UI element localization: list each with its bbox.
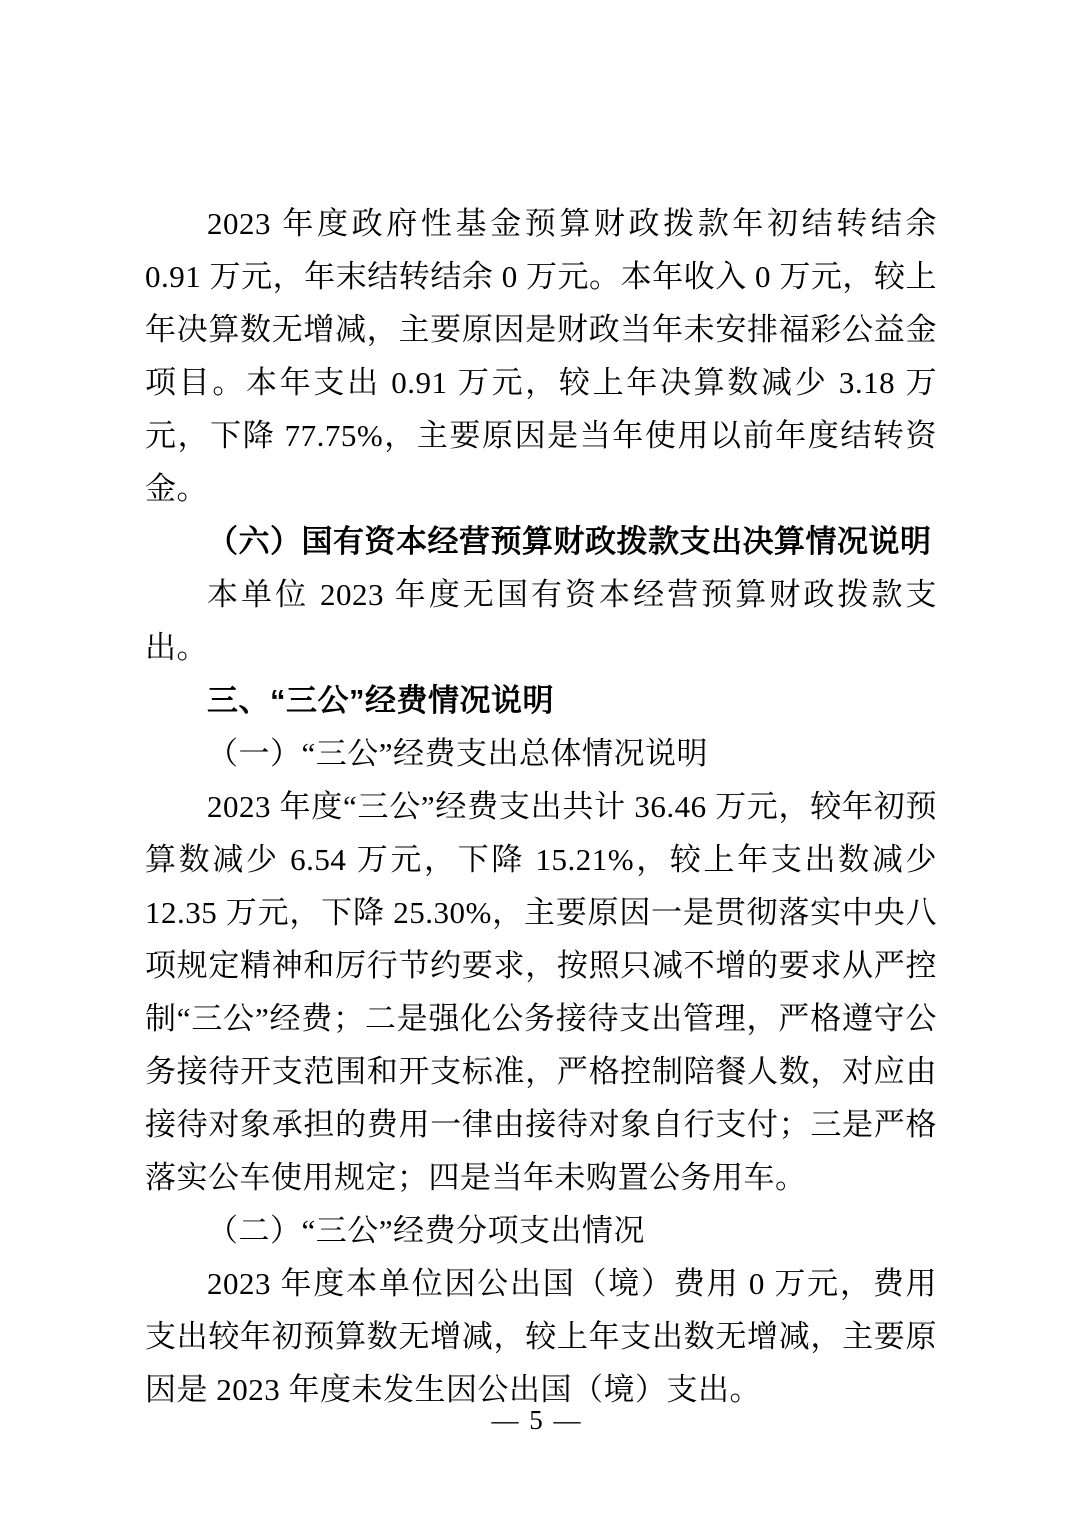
- heading-section-6-state-capital: （六）国有资本经营预算财政拨款支出决算情况说明: [207, 524, 932, 559]
- heading-3-1-overall-expenditure: （一）“三公”经费支出总体情况说明: [207, 736, 709, 771]
- para-govfund-carryover: 2023 年度政府性基金预算财政拨款年初结转结余 0.91 万元，年末结转结余 0 万元。本年收入 0 万元，较上年决算数无增减，主要原因是财政当年未安排福彩公益金项目。本年支出 0.91 万元，较上年决算数减少 3.18 万元，下降 77.75%，主要原因是当年使用以前年度结转资金。: [145, 206, 937, 506]
- para-three-public-overall: 2023 年度“三公”经费支出共计 36.46 万元，较年初预算数减少 6.54 万元，下降 15.21%，较上年支出数减少 12.35 万元，下降 25.30%，主要原因一是贯彻落实中央八项规定精神和厉行节约要求，按照只减不增的要求从严控制“三公”经费；二是强化公务接待支出管理，严格遵守公务接待开支范围和开支标准，严格控制陪餐人数，对应由接待对象承担的费用一律由接待对象自行支付；三是严格落实公车使用规定；四是当年未购置公务用车。: [145, 789, 937, 1195]
- page-number: — 5 —: [491, 1405, 583, 1435]
- heading-section-3-three-public-funds: 三、“三公”经费情况说明: [207, 683, 554, 718]
- document-body: [145, 197, 937, 1416]
- para-no-state-capital-expenditure: 本单位 2023 年度无国有资本经营预算财政拨款支出。: [145, 577, 937, 665]
- para-overseas-travel-expenditure: 2023 年度本单位因公出国（境）费用 0 万元，费用支出较年初预算数无增减，较上年支出数无增减，主要原因是 2023 年度未发生因公出国（境）支出。: [145, 1266, 937, 1407]
- heading-3-2-itemized-expenditure: （二）“三公”经费分项支出情况: [207, 1213, 646, 1248]
